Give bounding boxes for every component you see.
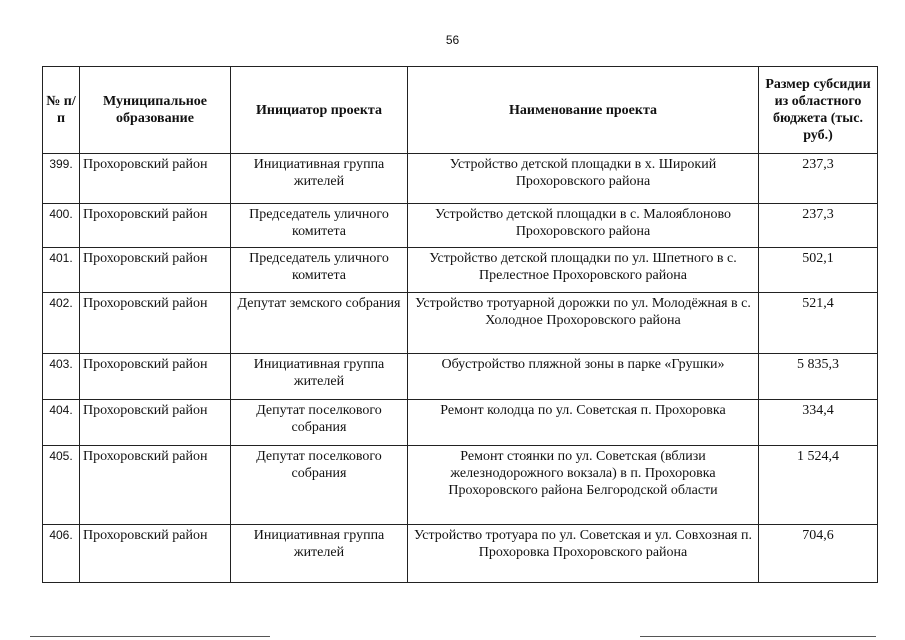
- table-row: [43, 154, 878, 204]
- row-subsidy: 521,4: [759, 293, 878, 354]
- table-row: [43, 446, 878, 525]
- row-num: 405.: [43, 446, 80, 525]
- table-row: [43, 248, 878, 293]
- bottom-rule-left: [30, 636, 270, 637]
- row-initiator: Инициативная группа жителей: [231, 154, 408, 204]
- table-row: [43, 354, 878, 400]
- table-header-row: [43, 67, 878, 154]
- row-project: Устройство детской площадки по ул. Шпетного в с. Прелестное Прохоровского района: [408, 248, 759, 293]
- row-project: Устройство детской площадки в х. Широкий Прохоровского района: [408, 154, 759, 204]
- header-subsidy: Размер субсидии из областного бюджета (тыс. руб.): [759, 67, 878, 154]
- row-num: 402.: [43, 293, 80, 354]
- row-municipality: Прохоровский район: [80, 446, 231, 525]
- header-initiator: Инициатор проекта: [231, 67, 408, 154]
- row-num: 403.: [43, 354, 80, 400]
- row-subsidy: 502,1: [759, 248, 878, 293]
- row-subsidy: 704,6: [759, 525, 878, 583]
- row-municipality: Прохоровский район: [80, 154, 231, 204]
- header-municipality: Муниципальное образование: [80, 67, 231, 154]
- row-municipality: Прохоровский район: [80, 293, 231, 354]
- row-num: 399.: [43, 154, 80, 204]
- bottom-rule-right: [640, 636, 876, 637]
- row-subsidy: 334,4: [759, 400, 878, 446]
- table-row: [43, 525, 878, 583]
- row-municipality: Прохоровский район: [80, 204, 231, 248]
- row-project: Устройство тротуарной дорожки по ул. Молодёжная в с. Холодное Прохоровского района: [408, 293, 759, 354]
- row-num: 404.: [43, 400, 80, 446]
- header-num: № п/п: [43, 67, 80, 154]
- header-project: Наименование проекта: [408, 67, 759, 154]
- row-municipality: Прохоровский район: [80, 248, 231, 293]
- row-municipality: Прохоровский район: [80, 400, 231, 446]
- row-subsidy: 1 524,4: [759, 446, 878, 525]
- row-initiator: Председатель уличного комитета: [231, 204, 408, 248]
- row-subsidy: 237,3: [759, 204, 878, 248]
- row-project: Устройство тротуара по ул. Советская и ул. Совхозная п. Прохоровка Прохоровского района: [408, 525, 759, 583]
- row-initiator: Депутат земского собрания: [231, 293, 408, 354]
- table-row: [43, 204, 878, 248]
- row-initiator: Инициативная группа жителей: [231, 525, 408, 583]
- row-project: Ремонт стоянки по ул. Советская (вблизи железнодорожного вокзала) в п. Прохоровка Прохоровского района Белгородской области: [408, 446, 759, 525]
- row-municipality: Прохоровский район: [80, 525, 231, 583]
- row-project: Устройство детской площадки в с. Малояблоново Прохоровского района: [408, 204, 759, 248]
- table-row: [43, 293, 878, 354]
- row-initiator: Инициативная группа жителей: [231, 354, 408, 400]
- row-num: 401.: [43, 248, 80, 293]
- row-initiator: Председатель уличного комитета: [231, 248, 408, 293]
- row-num: 400.: [43, 204, 80, 248]
- row-num: 406.: [43, 525, 80, 583]
- row-municipality: Прохоровский район: [80, 354, 231, 400]
- table-row: [43, 400, 878, 446]
- row-initiator: Депутат поселкового собрания: [231, 400, 408, 446]
- row-project: Ремонт колодца по ул. Советская п. Прохоровка: [408, 400, 759, 446]
- subsidy-table: [42, 66, 878, 583]
- row-project: Обустройство пляжной зоны в парке «Грушки»: [408, 354, 759, 400]
- page-number: 56: [445, 33, 460, 47]
- row-initiator: Депутат поселкового собрания: [231, 446, 408, 525]
- row-subsidy: 5 835,3: [759, 354, 878, 400]
- row-subsidy: 237,3: [759, 154, 878, 204]
